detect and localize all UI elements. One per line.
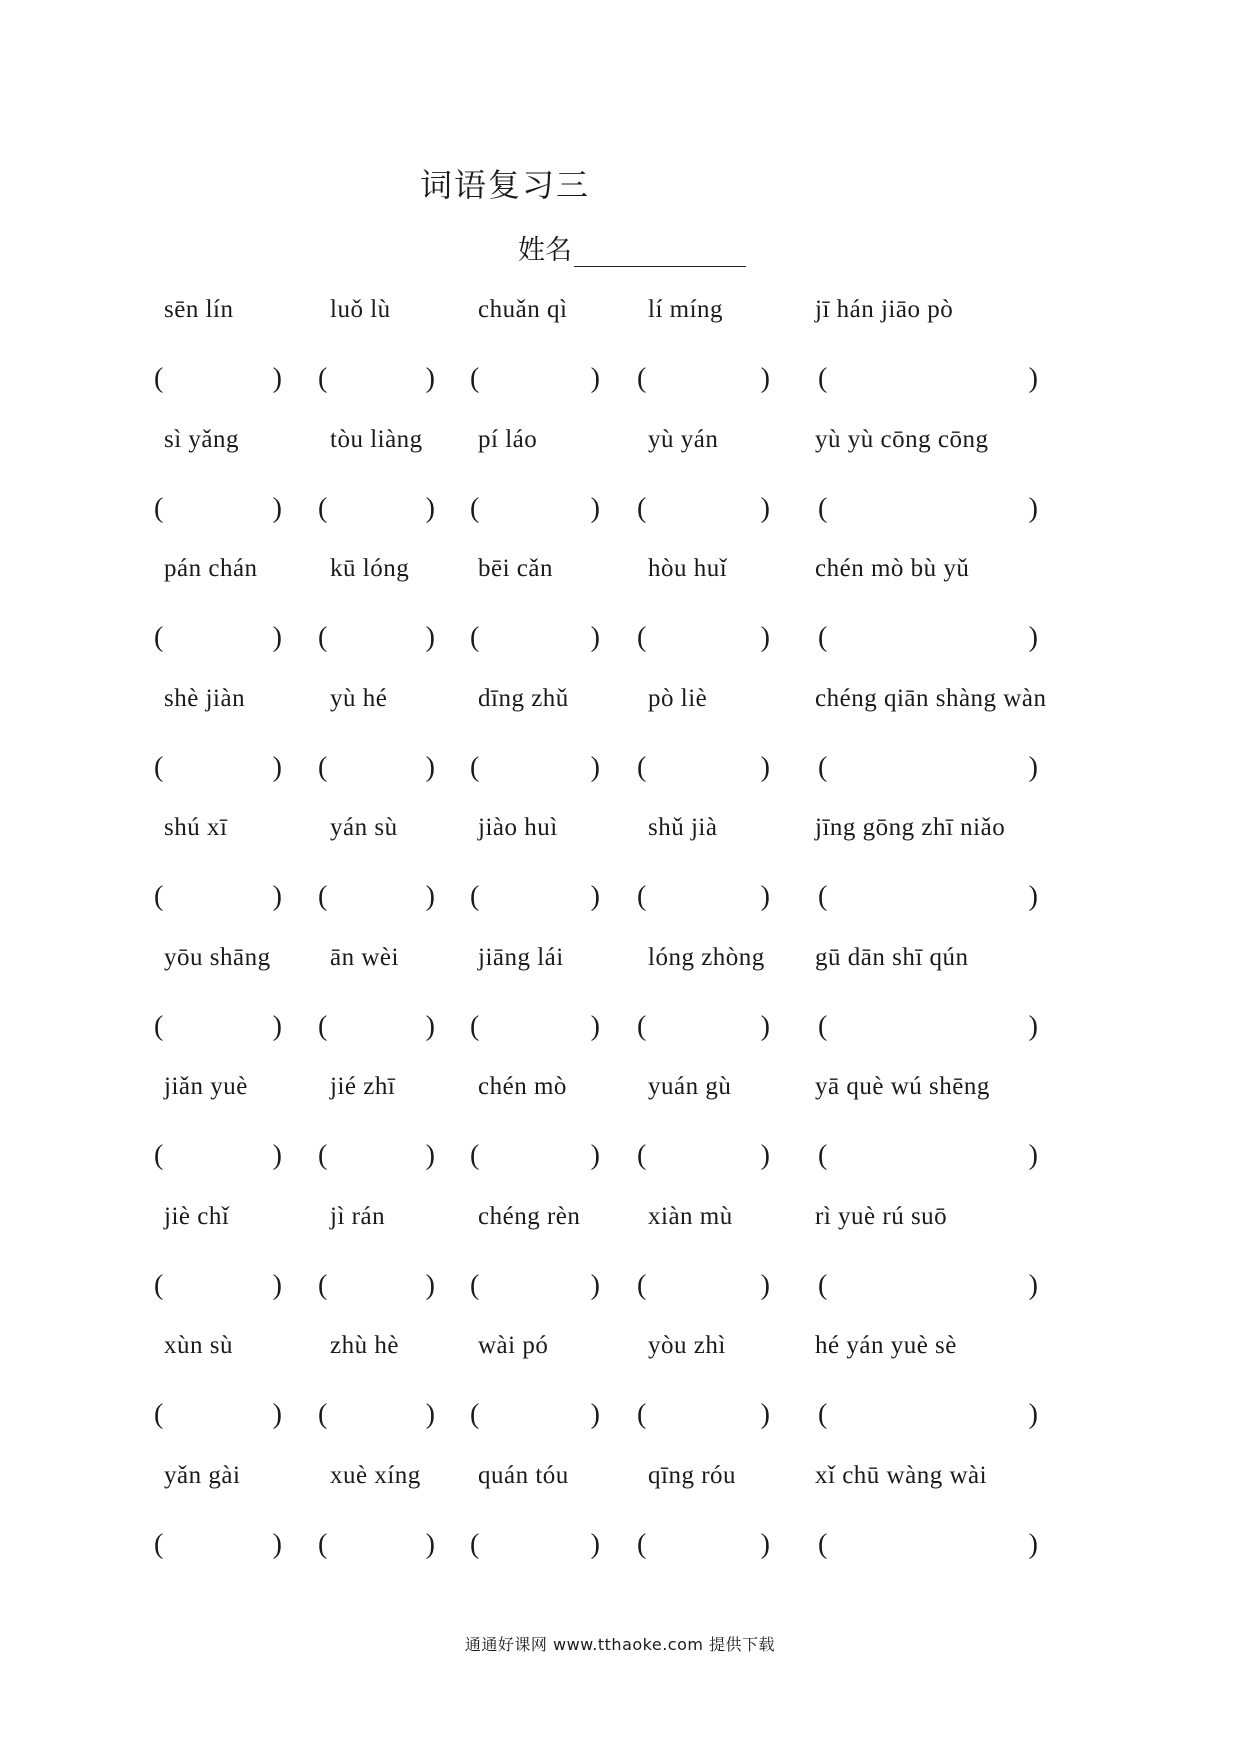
open-paren: ( (154, 881, 164, 912)
pinyin-row (0, 296, 1240, 336)
pinyin-word: chén mò (478, 1073, 567, 1100)
pinyin-row (0, 426, 1240, 466)
close-paren: ) (760, 1399, 770, 1430)
answer-row (0, 1012, 1240, 1052)
answer-blank[interactable] (318, 1141, 435, 1171)
pinyin-word: yù hé (330, 684, 388, 712)
close-paren: ) (425, 881, 435, 912)
answer-blank[interactable] (470, 364, 600, 394)
open-paren: ( (154, 622, 164, 653)
answer-row (0, 1141, 1240, 1181)
answer-blank[interactable] (818, 1530, 1038, 1560)
close-paren: ) (590, 1140, 600, 1171)
pinyin-row (0, 1332, 1240, 1372)
close-paren: ) (272, 622, 282, 653)
pinyin-word: yǎn gài (164, 1461, 241, 1489)
answer-blank[interactable] (318, 1530, 435, 1560)
pinyin-word: yán sù (330, 814, 398, 841)
answer-blank[interactable] (637, 1530, 770, 1560)
pinyin-word: xǐ chū wàng wài (815, 1461, 988, 1489)
answer-blank[interactable] (637, 1271, 770, 1301)
close-paren: ) (590, 492, 600, 524)
close-paren: ) (272, 1140, 282, 1171)
open-paren: ( (154, 1010, 164, 1042)
pinyin-word: jiè chǐ (164, 1202, 230, 1230)
pinyin-row (0, 1073, 1240, 1113)
name-blank-line[interactable] (574, 236, 746, 267)
answer-row (0, 494, 1240, 534)
pinyin-word: bēi cǎn (478, 555, 553, 582)
pinyin-word: jiào huì (478, 814, 558, 841)
pinyin-word: jié zhī (330, 1073, 396, 1100)
answer-blank[interactable] (318, 364, 435, 394)
pinyin-row (0, 1203, 1240, 1243)
open-paren: ( (470, 1399, 480, 1430)
close-paren: ) (760, 751, 770, 783)
pinyin-word: yòu zhì (648, 1332, 726, 1359)
answer-blank[interactable] (637, 364, 770, 394)
open-paren: ( (154, 1269, 164, 1301)
answer-blank[interactable] (470, 494, 600, 524)
open-paren: ( (637, 1010, 647, 1042)
pinyin-word: chuǎn qì (478, 296, 568, 323)
answer-row (0, 1271, 1240, 1311)
answer-blank[interactable] (470, 882, 600, 912)
open-paren: ( (637, 363, 647, 394)
close-paren: ) (425, 492, 435, 524)
open-paren: ( (637, 1140, 647, 1171)
pinyin-word: sì yǎng (164, 425, 240, 453)
open-paren: ( (318, 1010, 328, 1042)
answer-blank[interactable] (637, 494, 770, 524)
open-paren: ( (318, 1399, 328, 1430)
answer-blank[interactable] (154, 1400, 282, 1430)
pinyin-word: quán tóu (478, 1461, 569, 1489)
close-paren: ) (272, 881, 282, 912)
open-paren: ( (818, 1528, 828, 1560)
answer-row (0, 1400, 1240, 1440)
close-paren: ) (1028, 881, 1038, 912)
answer-blank[interactable] (154, 753, 282, 783)
close-paren: ) (590, 1399, 600, 1430)
answer-blank[interactable] (318, 1271, 435, 1301)
open-paren: ( (637, 1528, 647, 1560)
open-paren: ( (637, 1399, 647, 1430)
open-paren: ( (154, 363, 164, 394)
open-paren: ( (470, 751, 480, 783)
answer-blank[interactable] (637, 1012, 770, 1042)
open-paren: ( (318, 622, 328, 653)
open-paren: ( (818, 751, 828, 783)
answer-blank[interactable] (818, 753, 1038, 783)
pinyin-word: jīng gōng zhī niǎo (815, 814, 1006, 841)
pinyin-row (0, 814, 1240, 854)
close-paren: ) (425, 751, 435, 783)
close-paren: ) (1028, 622, 1038, 653)
close-paren: ) (425, 363, 435, 394)
close-paren: ) (760, 1269, 770, 1301)
close-paren: ) (590, 1010, 600, 1042)
pinyin-word: dīng zhǔ (478, 684, 569, 712)
answer-blank[interactable] (318, 1400, 435, 1430)
pinyin-word: sēn lín (164, 296, 234, 323)
pinyin-word: pí láo (478, 425, 538, 453)
open-paren: ( (318, 751, 328, 783)
answer-blank[interactable] (818, 1271, 1038, 1301)
open-paren: ( (154, 492, 164, 524)
open-paren: ( (318, 1528, 328, 1560)
pinyin-word: tòu liàng (330, 425, 423, 453)
open-paren: ( (318, 363, 328, 394)
open-paren: ( (470, 1010, 480, 1042)
open-paren: ( (318, 881, 328, 912)
close-paren: ) (272, 492, 282, 524)
close-paren: ) (272, 1010, 282, 1042)
pinyin-word: chéng qiān shàng wàn (815, 684, 1047, 712)
close-paren: ) (1028, 492, 1038, 524)
answer-blank[interactable] (637, 882, 770, 912)
close-paren: ) (590, 1269, 600, 1301)
open-paren: ( (818, 492, 828, 524)
answer-blank[interactable] (154, 1271, 282, 1301)
close-paren: ) (1028, 363, 1038, 394)
pinyin-word: jì rán (330, 1202, 386, 1230)
pinyin-word: yuán gù (648, 1073, 732, 1100)
pinyin-word: zhù hè (330, 1332, 399, 1359)
answer-blank[interactable] (470, 623, 600, 653)
answer-blank[interactable] (154, 364, 282, 394)
answer-blank[interactable] (154, 882, 282, 912)
pinyin-row (0, 685, 1240, 725)
answer-blank[interactable] (818, 494, 1038, 524)
pinyin-word: pò liè (648, 684, 708, 712)
close-paren: ) (760, 1528, 770, 1560)
open-paren: ( (318, 1140, 328, 1171)
close-paren: ) (590, 622, 600, 653)
open-paren: ( (818, 1010, 828, 1042)
open-paren: ( (154, 1528, 164, 1560)
close-paren: ) (590, 1528, 600, 1560)
open-paren: ( (470, 1269, 480, 1301)
pinyin-word: yā què wú shēng (815, 1073, 990, 1100)
pinyin-row (0, 555, 1240, 595)
name-field (518, 228, 746, 267)
pinyin-word: chén mò bù yǔ (815, 555, 970, 582)
answer-blank[interactable] (818, 1141, 1038, 1171)
pinyin-word: jī hán jiāo pò (815, 296, 954, 323)
answer-blank[interactable] (637, 753, 770, 783)
name-label: 姓名 (518, 235, 572, 266)
pinyin-word: chéng rèn (478, 1202, 581, 1230)
open-paren: ( (818, 1399, 828, 1430)
open-paren: ( (637, 1269, 647, 1301)
answer-blank[interactable] (154, 1012, 282, 1042)
answer-row (0, 1530, 1240, 1570)
open-paren: ( (154, 1399, 164, 1430)
open-paren: ( (318, 1269, 328, 1301)
close-paren: ) (425, 1399, 435, 1430)
open-paren: ( (818, 881, 828, 912)
open-paren: ( (818, 622, 828, 653)
pinyin-word: ān wèi (330, 943, 399, 971)
open-paren: ( (637, 881, 647, 912)
pinyin-word: jiǎn yuè (164, 1073, 248, 1100)
answer-blank[interactable] (318, 494, 435, 524)
answer-blank[interactable] (470, 753, 600, 783)
answer-blank[interactable] (318, 753, 435, 783)
close-paren: ) (1028, 1528, 1038, 1560)
answer-blank[interactable] (818, 882, 1038, 912)
answer-blank[interactable] (154, 1530, 282, 1560)
open-paren: ( (470, 881, 480, 912)
open-paren: ( (637, 751, 647, 783)
answer-blank[interactable] (318, 882, 435, 912)
close-paren: ) (590, 751, 600, 783)
close-paren: ) (1028, 1269, 1038, 1301)
close-paren: ) (1028, 1140, 1038, 1171)
open-paren: ( (154, 1140, 164, 1171)
answer-blank[interactable] (818, 1012, 1038, 1042)
close-paren: ) (425, 622, 435, 653)
open-paren: ( (818, 1269, 828, 1301)
page-title: 词语复习三 (420, 166, 591, 204)
pinyin-word: xiàn mù (648, 1202, 733, 1230)
pinyin-word: pán chán (164, 555, 258, 582)
pinyin-word: yù yán (648, 425, 719, 453)
open-paren: ( (318, 492, 328, 524)
answer-blank[interactable] (154, 494, 282, 524)
pinyin-word: xùn sù (164, 1332, 233, 1359)
pinyin-word: gū dān shī qún (815, 943, 969, 971)
answer-row (0, 623, 1240, 663)
pinyin-word: yù yù cōng cōng (815, 425, 989, 453)
close-paren: ) (590, 881, 600, 912)
pinyin-word: lóng zhòng (648, 943, 765, 971)
close-paren: ) (760, 1010, 770, 1042)
answer-blank[interactable] (470, 1530, 600, 1560)
pinyin-word: rì yuè rú suō (815, 1202, 948, 1230)
close-paren: ) (425, 1269, 435, 1301)
answer-blank[interactable] (637, 1400, 770, 1430)
pinyin-word: yōu shāng (164, 943, 271, 971)
open-paren: ( (637, 492, 647, 524)
pinyin-word: shú xī (164, 814, 228, 841)
close-paren: ) (425, 1140, 435, 1171)
open-paren: ( (470, 1528, 480, 1560)
pinyin-row (0, 1462, 1240, 1502)
answer-row (0, 364, 1240, 404)
pinyin-word: hé yán yuè sè (815, 1332, 957, 1359)
close-paren: ) (1028, 1399, 1038, 1430)
pinyin-word: qīng róu (648, 1461, 737, 1489)
open-paren: ( (637, 622, 647, 653)
answer-row (0, 753, 1240, 793)
answer-blank[interactable] (154, 1141, 282, 1171)
pinyin-word: lí míng (648, 296, 724, 323)
answer-blank[interactable] (818, 364, 1038, 394)
close-paren: ) (272, 751, 282, 783)
close-paren: ) (760, 881, 770, 912)
open-paren: ( (818, 1140, 828, 1171)
answer-blank[interactable] (470, 1400, 600, 1430)
close-paren: ) (1028, 751, 1038, 783)
footer-credit: 通通好课网 www.tthaoke.com 提供下载 (464, 1635, 776, 1654)
answer-blank[interactable] (818, 623, 1038, 653)
answer-row (0, 882, 1240, 922)
pinyin-word: shǔ jià (648, 814, 718, 841)
answer-blank[interactable] (470, 1012, 600, 1042)
close-paren: ) (760, 622, 770, 653)
answer-blank[interactable] (318, 1012, 435, 1042)
open-paren: ( (470, 492, 480, 524)
close-paren: ) (272, 363, 282, 394)
answer-blank[interactable] (154, 623, 282, 653)
answer-blank[interactable] (637, 1141, 770, 1171)
answer-blank[interactable] (470, 1271, 600, 1301)
answer-blank[interactable] (318, 623, 435, 653)
close-paren: ) (272, 1269, 282, 1301)
pinyin-word: wài pó (478, 1332, 549, 1359)
close-paren: ) (425, 1010, 435, 1042)
open-paren: ( (154, 751, 164, 783)
close-paren: ) (1028, 1010, 1038, 1042)
close-paren: ) (425, 1528, 435, 1560)
open-paren: ( (470, 363, 480, 394)
pinyin-word: shè jiàn (164, 684, 246, 712)
open-paren: ( (470, 622, 480, 653)
close-paren: ) (760, 1140, 770, 1171)
pinyin-word: jiāng lái (478, 943, 564, 971)
pinyin-word: xuè xíng (330, 1461, 421, 1489)
close-paren: ) (760, 363, 770, 394)
close-paren: ) (272, 1528, 282, 1560)
close-paren: ) (760, 492, 770, 524)
close-paren: ) (590, 363, 600, 394)
pinyin-row (0, 944, 1240, 984)
answer-blank[interactable] (470, 1141, 600, 1171)
answer-blank[interactable] (637, 623, 770, 653)
answer-blank[interactable] (818, 1400, 1038, 1430)
pinyin-word: hòu huǐ (648, 555, 728, 582)
pinyin-word: kū lóng (330, 555, 410, 582)
close-paren: ) (272, 1399, 282, 1430)
open-paren: ( (818, 363, 828, 394)
open-paren: ( (470, 1140, 480, 1171)
pinyin-word: luǒ lù (330, 296, 391, 323)
